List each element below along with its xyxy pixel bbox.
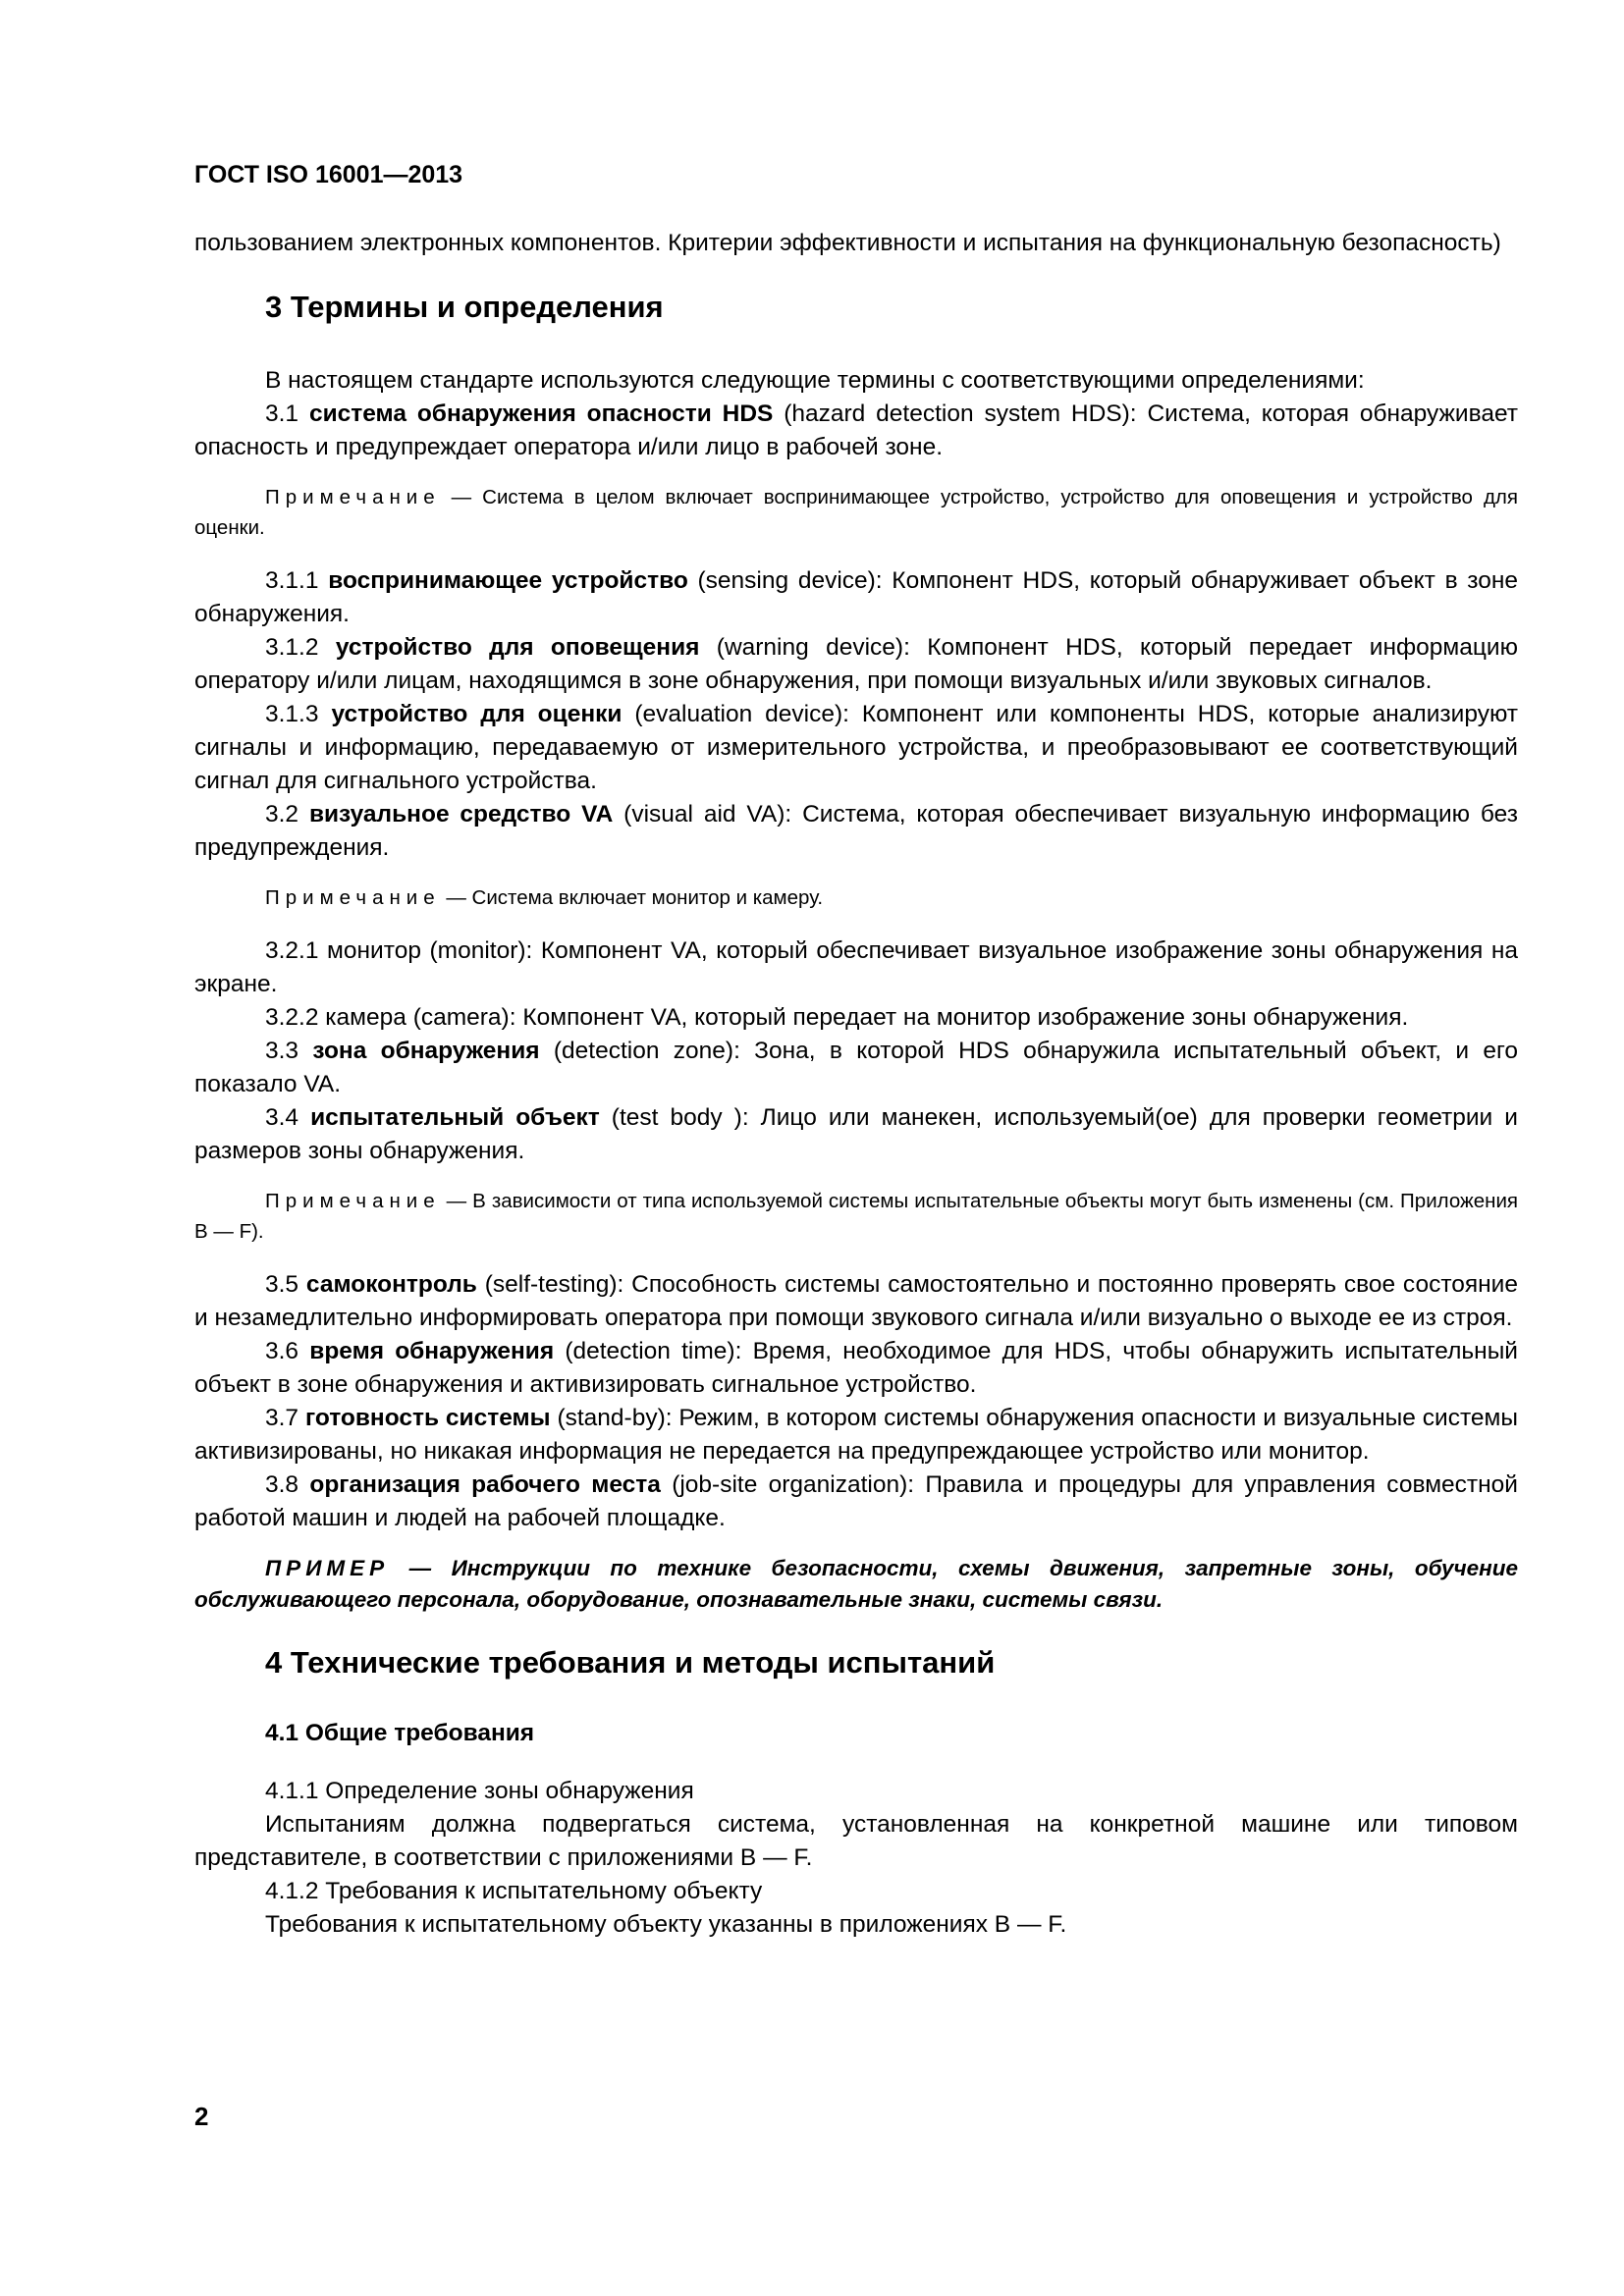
note-text: — В зависимости от типа используемой системы испытательные объекты могут быть изменены (см. Приложения В — F). bbox=[194, 1190, 1518, 1243]
page-number: 2 bbox=[194, 2102, 209, 2131]
term-number: 3.6 bbox=[265, 1338, 299, 1364]
subsection-4-1-title: 4.1 Общие требования bbox=[265, 1720, 535, 1746]
term-3-1-2 bbox=[194, 631, 1518, 698]
term-number: 3.1.3 bbox=[265, 701, 319, 727]
term-number: 3.1 bbox=[265, 400, 299, 427]
term-number: 3.1.2 bbox=[265, 634, 319, 661]
term-definition: (sensing device): Компонент HDS, который обнаруживает объект в зоне обнаружения. bbox=[194, 567, 1519, 627]
term-title: устройство для оповещения bbox=[335, 634, 700, 661]
note-label: Примечание bbox=[265, 886, 441, 909]
note-1 bbox=[194, 482, 1518, 543]
term-title: визуальное средство VA bbox=[308, 801, 614, 828]
example-label: ПРИМЕР bbox=[265, 1556, 390, 1580]
term-title: самоконтроль bbox=[305, 1271, 477, 1298]
term-3-8 bbox=[194, 1468, 1518, 1535]
document-header: ГОСТ ISO 16001—2013 bbox=[194, 161, 463, 188]
term-3-2-2: 3.2.2 камера (camera): Компонент VA, который передает на монитор изображение зоны обнаружения. bbox=[265, 1004, 1409, 1031]
term-3-4 bbox=[194, 1101, 1518, 1168]
term-3-6 bbox=[194, 1335, 1518, 1402]
term-3-1 bbox=[194, 398, 1518, 464]
term-definition: (detection time): Время, необходимое для HDS, чтобы обнаружить испытательный объект в зоне обнаружения и активизировать сигнальное устройство. bbox=[194, 1338, 1518, 1398]
term-title: устройство для оценки bbox=[331, 701, 623, 727]
term-definition: (self-testing): Способность системы самостоятельно и постоянно проверять свое состояние и незамедлительно информировать оператора при помощи звукового сигнала и/или визуально о выходе ее из строя. bbox=[194, 1271, 1518, 1331]
term-3-7 bbox=[194, 1402, 1518, 1468]
document-page bbox=[194, 161, 1518, 1942]
term-title: система обнаружения опасности HDS bbox=[308, 400, 774, 427]
term-3-3 bbox=[194, 1035, 1518, 1101]
term-title: зона обнаружения bbox=[312, 1038, 540, 1064]
section-3-intro: В настоящем стандарте используются следующие термины с соответствующими определениями: bbox=[265, 367, 1365, 394]
note-3 bbox=[194, 1186, 1518, 1247]
term-3-2 bbox=[194, 798, 1518, 865]
term-3-5 bbox=[194, 1268, 1518, 1335]
term-number: 3.4 bbox=[265, 1104, 299, 1131]
term-title: испытательный объект bbox=[310, 1104, 600, 1131]
term-definition: (stand-by): Режим, в котором системы обнаружения опасности и визуальные системы активизированы, но никакая информация не передается на предупреждающее устройство или монитор. bbox=[194, 1405, 1518, 1465]
example-text: — Инструкции по технике безопасности, схемы движения, запретные зоны, обучение обслуживающего персонала, оборудование, опознавательные знаки, системы связи. bbox=[194, 1556, 1518, 1612]
term-number: 3.7 bbox=[265, 1405, 299, 1431]
note-label: Примечание bbox=[265, 486, 441, 508]
term-definition: (visual aid VA): Система, которая обеспечивает визуальную информацию без предупреждения. bbox=[194, 801, 1518, 861]
note-text: — Система в целом включает воспринимающее устройство, устройство для оповещения и устройство для оценки. bbox=[194, 486, 1518, 539]
term-title: организация рабочего места bbox=[309, 1471, 661, 1498]
term-definition: (evaluation device): Компонент или компоненты HDS, которые анализируют сигналы и информацию, передаваемую от измерительного устройства, и преобразовывают ее соответствующий сигнал для сигнального устройства. bbox=[194, 701, 1518, 794]
clause-4-1-2-text: Требования к испытательному объекту указанны в приложениях В — F. bbox=[265, 1911, 1067, 1938]
section-3-title: 3 Термины и определения bbox=[265, 290, 664, 324]
term-3-2-1: 3.2.1 монитор (monitor): Компонент VA, который обеспечивает визуальное изображение зоны обнаружения на экране. bbox=[194, 937, 1518, 997]
term-definition: (hazard detection system HDS): Система, которая обнаруживает опасность и предупреждает оператора и/или лицо в рабочей зоне. bbox=[194, 400, 1518, 460]
example-block bbox=[194, 1553, 1518, 1616]
term-definition: (detection zone): Зона, в которой HDS обнаружила испытательный объект, и его показало VA. bbox=[194, 1038, 1518, 1097]
term-title: время обнаружения bbox=[309, 1338, 555, 1364]
term-3-1-1 bbox=[194, 564, 1518, 631]
term-number: 3.2 bbox=[265, 801, 299, 828]
term-definition: (test body ): Лицо или манекен, используемый(ое) для проверки геометрии и размеров зоны обнаружения. bbox=[194, 1104, 1518, 1164]
clause-4-1-2-title: 4.1.2 Требования к испытательному объекту bbox=[265, 1878, 763, 1904]
term-title: воспринимающее устройство bbox=[328, 567, 688, 594]
term-number: 3.3 bbox=[265, 1038, 299, 1064]
note-2 bbox=[194, 882, 1518, 913]
intro-continuation: пользованием электронных компонентов. Критерии эффективности и испытания на функциональную безопасность) bbox=[194, 230, 1501, 256]
term-definition: (warning device): Компонент HDS, который передает информацию оператору и/или лицам, находящимся в зоне обнаружения, при помощи визуальных и/или звуковых сигналов. bbox=[194, 634, 1518, 694]
term-3-1-3 bbox=[194, 698, 1518, 798]
section-4-title: 4 Технические требования и методы испытаний bbox=[265, 1645, 996, 1680]
term-title: готовность системы bbox=[304, 1405, 551, 1431]
note-label: Примечание bbox=[265, 1190, 441, 1212]
clause-4-1-1-text: Испытаниям должна подвергаться система, установленная на конкретной машине или типовом представителе, в соответствии с приложениями В — F. bbox=[194, 1811, 1518, 1871]
term-definition: (job-site organization): Правила и процедуры для управления совместной работой машин и людей на рабочей площадке. bbox=[194, 1471, 1518, 1531]
note-text: — Система включает монитор и камеру. bbox=[440, 886, 824, 909]
term-number: 3.8 bbox=[265, 1471, 299, 1498]
clause-4-1-1-title: 4.1.1 Определение зоны обнаружения bbox=[265, 1778, 694, 1804]
term-number: 3.1.1 bbox=[265, 567, 319, 594]
term-number: 3.5 bbox=[265, 1271, 299, 1298]
